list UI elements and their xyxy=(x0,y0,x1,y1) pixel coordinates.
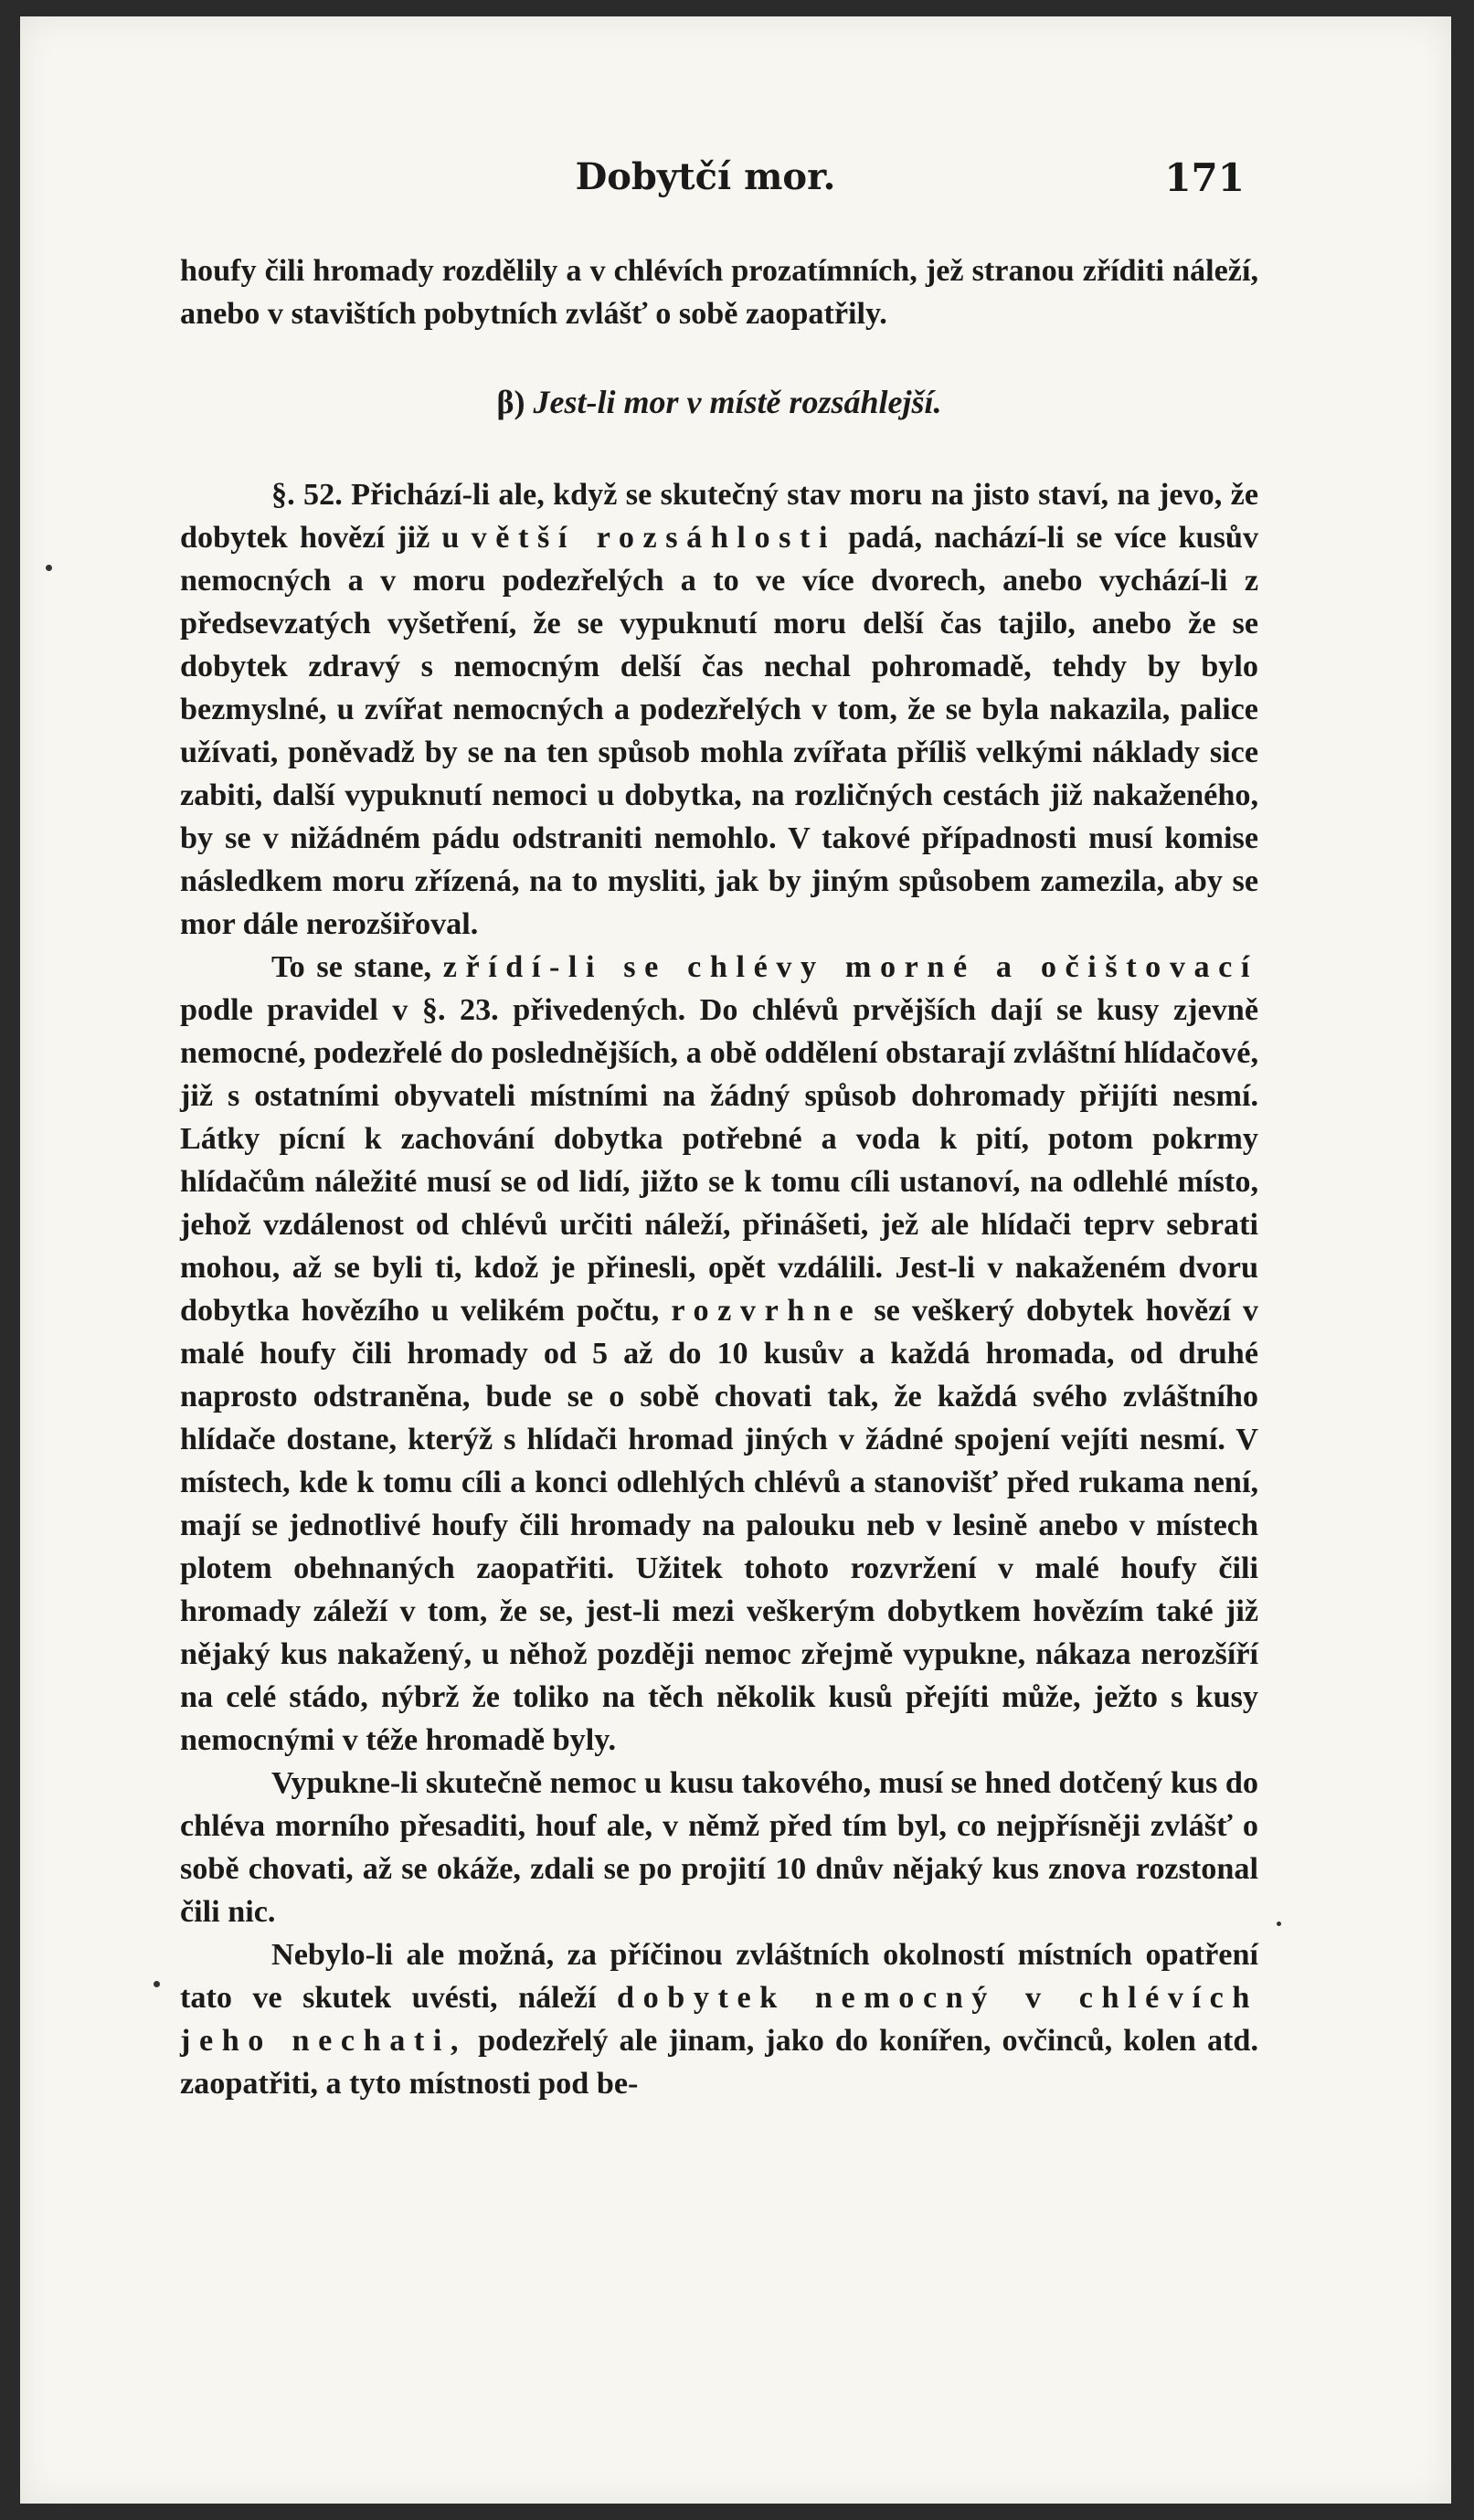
body-text xyxy=(180,249,1258,2105)
paragraph-3 xyxy=(180,1762,1258,1933)
margin-speck xyxy=(154,1981,160,1987)
section-52-spaced: větší rozsáhlosti xyxy=(471,521,837,555)
para-2-spaced-1: zřídí-li se chlévy morné a očištovací xyxy=(442,950,1258,984)
para-2-text-3: se veškerý dobytek hovězí v malé houfy čili hromady od 5 až do 10 kusův a každá hromada, od druhé naprosto odstraněna, bude se o sobě chovati tak, že každá svého zvláštního hlídače dostane, kterýž s hlídači hromad jiných v žádné spojení vejíti nesmí. V místech, kde k tomu cíli a konci odlehlých chlévů a stanovišť před rukama není, mají se jednotlivé houfy čili hromady na palouku neb v lesině anebo v místech plotem obehnaných zaopatřiti. Užitek tohoto rozvržení v malé houfy čili hromady záleží v tom, že se, jest-li mezi veškerým dobytkem hovězím také již nějaký kus nakažený, u něhož později nemoc zřejmě vypukne, nákaza nerozšíří na celé stádo, nýbrž že toliko na těch několik kusů přejíti může, ježto s kusy nemocnými v téže hromadě byly. xyxy=(180,1294,1258,1757)
running-title: Dobytčí mor. xyxy=(575,155,836,198)
para-4-text-1: Nebylo-li ale možná, za příčinou zvláštních okolností místních opatření tato ve skutek uvésti, náleží xyxy=(180,1938,1258,2015)
section-heading-text: Jest-li mor v místě rozsáhlejší. xyxy=(533,384,942,420)
margin-speck xyxy=(46,565,52,571)
section-heading-prefix: β) xyxy=(496,384,525,420)
para-2-spaced-2: rozvrhne xyxy=(671,1294,863,1328)
opening-text: houfy čili hromady rozdělily a v chlévích prozatímních, jež stranou zříditi náleží, anebo v stavištích pobytních zvlášť o sobě zaopatřily. xyxy=(180,254,1258,331)
para-3-text: Vypukne-li skutečně nemoc u kusu takového, musí se hned dotčený kus do chléva morního přesaditi, houf ale, v němž před tím byl, co nejpřísněji zvlášť o sobě chovati, až se okáže, zdali se po projití 10 dnův nějaký kus znova rozstonal čili nic. xyxy=(180,1766,1258,1929)
section-52-text-1: Přichází-li ale, když se skutečný stav moru na jisto staví, na jevo, že dobytek hovězí již u xyxy=(180,478,1259,555)
para-4-text-2: podezřelý ale jinam, jako do konířen, ovčinců, kolen atd. zaopatřiti, a tyto místnosti pod be- xyxy=(180,2024,1258,2101)
opening-paragraph xyxy=(180,249,1258,335)
para-2-text-1: To se stane, xyxy=(271,950,432,984)
para-4-spaced: dobytek nemocný v chlévích jeho nechati, xyxy=(180,1981,1258,2058)
paragraph-4 xyxy=(180,1933,1258,2105)
margin-speck xyxy=(1277,1922,1281,1926)
section-52-text-2: padá, nachází-li se více kusův nemocných a v moru podezřelých a to ve více dvorech, anebo vychází-li z předsevzatých vyšetření, že se vypuknutí moru delší čas tajilo, anebo že se dobytek zdravý s nemocným delší čas nechal pohromadě, tehdy by bylo bezmyslné, u zvířat nemocných a podezřelých v tom, že se byla nakazila, palice užívati, poněvadž by se na ten spůsob mohla zvířata příliš velkými náklady sice zabiti, další vypuknutí nemoci u dobytka, na rozličných cestách již nakaženého, by se v nižádném pádu odstraniti nemohlo. V takové případnosti musí komise následkem moru zřízená, na to mysliti, jak by jiným spůsobem zamezila, aby se mor dále nerozšiřoval. xyxy=(180,521,1259,941)
paragraph-section-52 xyxy=(180,473,1258,946)
running-head xyxy=(166,155,1245,210)
paragraph-2 xyxy=(180,946,1258,1762)
section-heading xyxy=(180,381,1258,424)
book-page xyxy=(20,16,1451,2504)
section-number: §. 52. xyxy=(271,478,343,512)
page-number: 171 xyxy=(1164,155,1245,200)
para-2-text-2: podle pravidel v §. 23. přivedených. Do chlévů prvějších dají se kusy zjevně nemocné, podezřelé do poslednějších, a obě oddělení obstarají zvláštní hlídačové, již s ostatními obyvateli místními na žádný spůsob dohromady přijíti nesmí. Látky pícní k zachování dobytka potřebné a voda k pití, potom pokrmy hlídačům náležité musí se od lidí, jižto se k tomu cíli ustanoví, na odlehlé místo, jehož vzdálenost od chlévů určiti náleží, přinášeti, jež ale hlídači teprv sebrati mohou, až se byli ti, kdož je přinesli, opět vzdálili. Jest-li v nakaženém dvoru dobytka hovězího u velikém počtu, xyxy=(180,993,1258,1328)
